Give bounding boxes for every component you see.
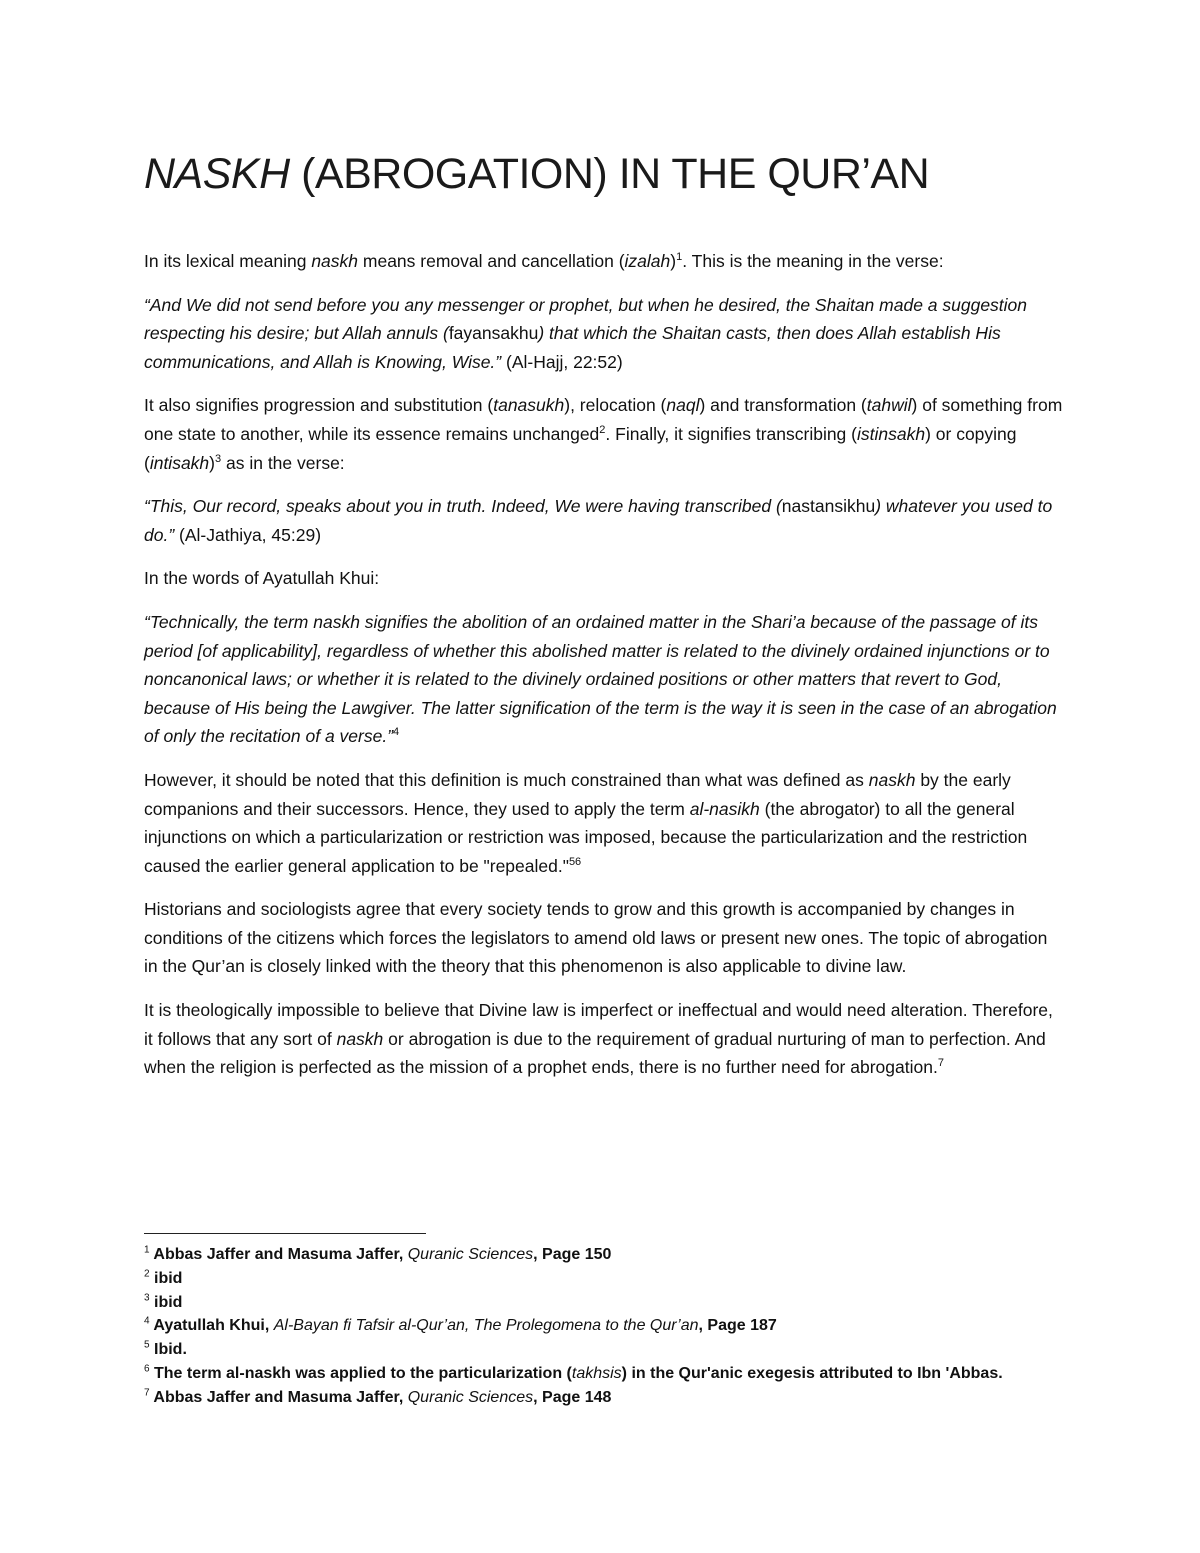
paragraph-historians: Historians and sociologists agree that every society tends to grow and this growth is accompanied by changes in conditions of the citizens which forces the legislators to amend old laws or present new ones. The topic of abrogation in the Qur’an is closely linked with the theory that this phenomenon is also applicable to divine law. [144,899,1048,977]
footnote-ref-3[interactable]: 3 [215,452,222,465]
paragraph-theological: It is theologically impossible to believe that Divine law is imperfect or ineffectual and would need alteration. Therefore, it follows that any sort of naskh or abrogation is due to the requirement of gradual nurturing of man to perfection. And when the religion is perfected as the mission of a prophet ends, there is no further need for abrogation.$^7$ [144,1000,1053,1078]
footnote-ref-2[interactable]: 2 [599,424,606,437]
footnote-ref-4[interactable]: 4 [393,726,400,739]
quote-khui: “Technically, the term naskh signifies the abolition of an ordained matter in the Shari’a because of the passage of its period [of applicability], regardless of whether this abolished matter is related to the divinely ordained injunctions or to noncanonical laws; or whether it is related to the divinely ordained positions or other matters that revert to God, because of His being the Lawgiver. The latter signification of the term is the way it is seen in the case of an abrogation of only the recitation of a verse.”$^4$ [144,611,1057,747]
paragraph-definition-constrained: However, it should be noted that this definition is much constrained than what was defined as naskh by the early companions and their successors. Hence, they used to apply the term al-nasikh (the abrogator) to all the general injunctions on which a particularization or restriction was imposed, because the particularization and the restriction caused the earlier general application to be "repealed."$^{56}$ [144,769,1028,876]
title-rest: (ABROGATION) IN THE QUR’AN [289,150,930,198]
footnote-3: $^3$ ibid [144,1292,183,1311]
title-italic: NASKH [144,150,290,198]
paragraph-khui-intro: In the words of Ayatullah Khui: [144,568,380,589]
page-title [144,150,929,199]
paragraph-progression: It also signifies progression and substitution (tanasukh), relocation (naql) and transformation (tahwil) of something from one state to another, while its essence remains unchanged$^2$. Finally, it signifies transcribing (istinsakh) or copying (intisakh)$^3$ as in the verse: [144,395,1063,473]
paragraph-lexical-meaning: In its lexical meaning naskh means removal and cancellation (izalah)$^1$. This is the meaning in the verse: [144,251,944,271]
quote-al-jathiya: “This, Our record, speaks about you in truth. Indeed, We were having transcribed (nastansikhu) whatever you used to do.” (Al-Jathiya, 45:29) [144,496,1053,545]
footnote-ref-7[interactable]: 7 [937,1057,944,1070]
footnote-5: $^5$ Ibid. [144,1339,187,1359]
footnote-1: $^1$ Abbas Jaffer and Masuma Jaffer, Quranic Sciences, Page 150 [144,1244,612,1263]
footnote-2: $^2$ ibid [144,1268,183,1287]
document-body [144,247,1064,1097]
footnote-4: $^4$ Ayatullah Khui, Al-Bayan fi Tafsir al-Qur’an, The Prolegomena to the Qur’an, Page 187 [144,1316,777,1335]
footnote-separator [144,1233,426,1234]
footnote-ref-1[interactable]: 1 [676,251,683,264]
footnotes [144,1243,1104,1410]
footnote-7: $^7$ Abbas Jaffer and Masuma Jaffer, Quranic Sciences, Page 148 [144,1387,612,1406]
quote-al-hajj: “And We did not send before you any messenger or prophet, but when he desired, the Shaitan made a suggestion respecting his desire; but Allah annuls (fayansakhu) that which the Shaitan casts, then does Allah establish His communications, and Allah is Knowing, Wise.” (Al-Hajj, 22:52) [144,294,1028,372]
footnote-6: $^6$ The term al-naskh was applied to the particularization (takhsis) in the Qur'anic exegesis attributed to Ibn 'Abbas. [144,1363,1003,1382]
footnote-ref-5-6[interactable]: 56 [568,855,582,868]
